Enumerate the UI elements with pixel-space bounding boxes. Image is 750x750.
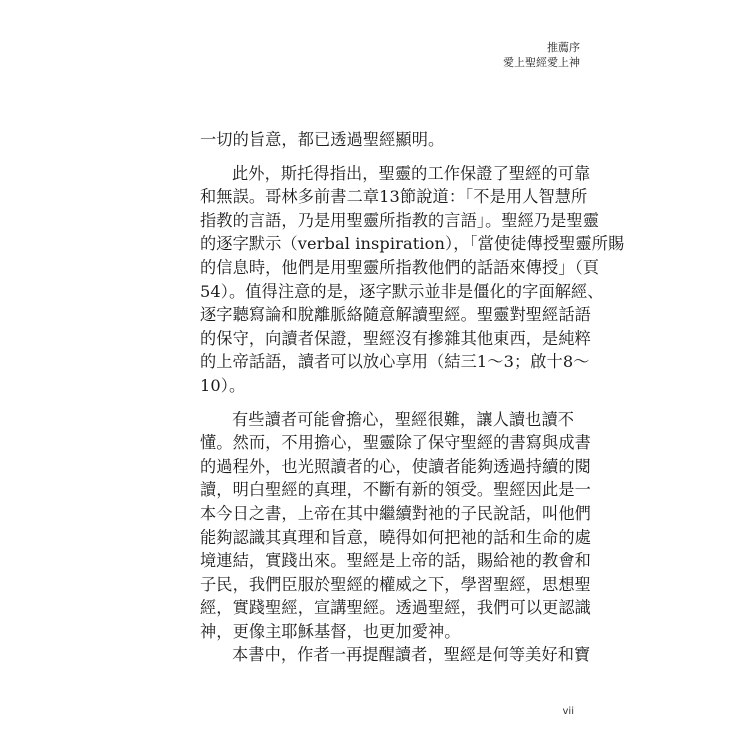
text-line: 逐字聽寫論和脫離脈絡隨意解讀聖經。聖靈對聖經話語 — [200, 305, 591, 325]
text-line: 讀，明白聖經的真理，不斷有新的領受。聖經因此是一 — [200, 480, 591, 500]
text-line: 能夠認識其真理和旨意，曉得如何把祂的話和生命的處 — [200, 527, 591, 547]
text-line: 懂。然而，不用擔心，聖靈除了保守聖經的書寫與成書 — [200, 433, 591, 453]
text-line: 和無誤。哥林多前書二章13節說道：「不是用人智慧所 — [200, 187, 588, 207]
text-line: 境連結，實踐出來。聖經是上帝的話，賜給祂的教會和 — [200, 551, 591, 571]
text-line: 的上帝話語，讀者可以放心享用（結三1～3；啟十8～ — [200, 352, 590, 372]
paragraph — [200, 643, 591, 667]
running-head-title: 愛上聖經愛上神 — [503, 56, 580, 69]
text-line: 54）。值得注意的是，逐字默示並非是僵化的字面解經、 — [200, 281, 604, 301]
text-line: 指教的言語，乃是用聖靈所指教的言語」。聖經乃是聖靈 — [200, 210, 600, 230]
text-line: 神，更像主耶穌基督，也更加愛神。 — [200, 621, 461, 641]
text-line: 10）。 — [200, 375, 246, 395]
paragraph — [200, 408, 591, 644]
text-line: 的保守，向讀者保證，聖經沒有摻雜其他東西，是純粹 — [200, 328, 591, 348]
text-line: 的過程外，也光照讀者的心，使讀者能夠透過持續的閱 — [200, 456, 591, 476]
text-line: 的信息時，他們是用聖靈所指教他們的話語來傳授」（頁 — [200, 257, 600, 277]
text-line: 一切的旨意，都已透過聖經顯明。 — [200, 130, 445, 149]
text-line: 的逐字默示（verbal inspiration），「當使徒傳授聖靈所賜 — [200, 234, 625, 254]
text-line: 經，實踐聖經，宣講聖經。透過聖經，我們可以更認識 — [200, 598, 591, 618]
text-line: 本書中，作者一再提醒讀者，聖經是何等美好和寶 — [232, 645, 591, 665]
paragraph — [200, 162, 625, 398]
text-line: 本今日之書，上帝在其中繼續對祂的子民說話，叫他們 — [200, 503, 591, 523]
text-line: 此外，斯托得指出，聖靈的工作保證了聖經的可靠 — [232, 163, 591, 183]
body-text — [200, 128, 625, 667]
running-head-section: 推薦序 — [547, 41, 580, 54]
page-number: vii — [562, 706, 574, 717]
text-line: 子民，我們臣服於聖經的權威之下，學習聖經，思想聖 — [200, 574, 591, 594]
running-head — [503, 40, 580, 70]
paragraph — [200, 128, 560, 152]
text-line: 有些讀者可能會擔心，聖經很難，讓人讀也讀不 — [232, 409, 575, 429]
